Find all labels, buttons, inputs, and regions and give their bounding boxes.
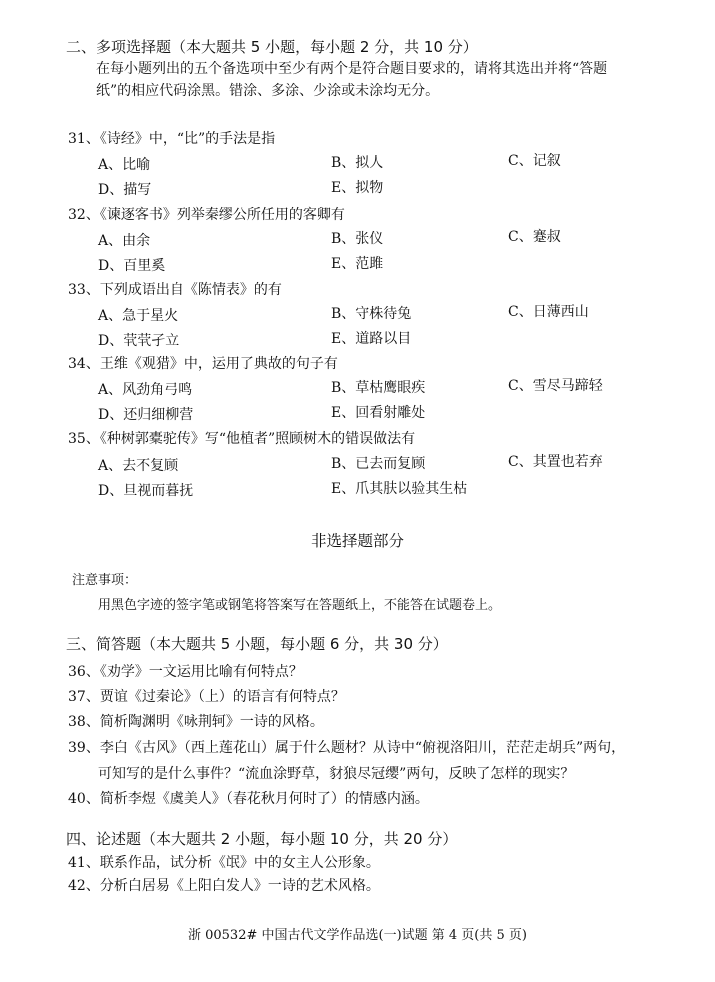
question-33-option-b: B、守株待兔 <box>331 306 412 322</box>
question-32-stem: 32、《谏逐客书》列举秦缪公所任用的客卿有 <box>68 207 345 223</box>
question-33-stem: 33、下列成语出自《陈情表》的有 <box>68 282 282 298</box>
question-31-option-d: D、描写 <box>98 182 152 198</box>
question-37: 37、贾谊《过秦论》（上）的语言有何特点？ <box>68 689 345 705</box>
page-footer: 浙 00532# 中国古代文学作品选(一)试题 第 4 页(共 5 页) <box>187 928 527 943</box>
question-34-option-c: C、雪尽马蹄轻 <box>508 378 603 394</box>
question-34-option-d: D、还归细柳营 <box>98 407 194 423</box>
question-31-option-b: B、拟人 <box>331 155 384 171</box>
question-31-option-a: A、比喻 <box>98 157 151 173</box>
question-34-option-e: E、回看射雕处 <box>331 405 426 421</box>
question-38: 38、简析陶渊明《咏荆轲》一诗的风格。 <box>68 714 324 730</box>
question-35-option-e: E、爪其肤以验其生枯 <box>331 481 468 497</box>
question-32-option-b: B、张仪 <box>331 231 384 247</box>
question-33-option-d: D、茕茕孑立 <box>98 333 180 349</box>
section-2-instruction-line2: 纸”的相应代码涂黑。错涂、多涂、少涂或未涂均无分。 <box>96 83 440 99</box>
question-35-option-a: A、去不复顾 <box>98 458 179 474</box>
nonchoice-title: 非选择题部分 <box>310 532 404 550</box>
notice-label: 注意事项： <box>72 573 138 588</box>
question-31-option-e: E、拟物 <box>331 180 384 196</box>
question-39-line1: 39、李白《古风》（西上莲花山）属于什么题材？从诗中“俯视洛阳川，茫茫走胡兵”两句， <box>68 740 626 756</box>
question-33-option-c: C、日薄西山 <box>508 304 589 320</box>
question-32-option-a: A、由余 <box>98 233 151 249</box>
section-3-heading: 三、简答题（本大题共 5 小题，每小题 6 分，共 30 分） <box>66 635 448 653</box>
section-4-heading: 四、论述题（本大题共 2 小题，每小题 10 分，共 20 分） <box>66 830 458 848</box>
question-32-option-d: D、百里奚 <box>98 258 166 274</box>
question-31-option-c: C、记叙 <box>508 153 561 169</box>
question-33-option-e: E、道路以目 <box>331 331 412 347</box>
question-32-option-c: C、蹇叔 <box>508 229 561 245</box>
question-32-option-e: E、范雎 <box>331 256 384 272</box>
question-33-option-a: A、急于星火 <box>98 308 179 324</box>
section-2-heading: 二、多项选择题（本大题共 5 小题，每小题 2 分，共 10 分） <box>66 38 478 56</box>
question-35-option-d: D、旦视而暮抚 <box>98 483 194 499</box>
question-42: 42、分析白居易《上阳白发人》一诗的艺术风格。 <box>68 878 380 894</box>
question-34-stem: 34、王维《观猎》中，运用了典故的句子有 <box>68 356 338 372</box>
question-34-option-a: A、风劲角弓鸣 <box>98 382 193 398</box>
question-35-stem: 35、《种树郭橐驼传》写“他植者”照顾树木的错误做法有 <box>68 431 416 447</box>
question-40: 40、简析李煜《虞美人》（春花秋月何时了）的情感内涵。 <box>68 791 429 807</box>
section-2-instruction-line1: 在每小题列出的五个备选项中至少有两个是符合题目要求的，请将其选出并将“答题 <box>96 61 608 77</box>
question-31-stem: 31、《诗经》中，“比”的手法是指 <box>68 131 276 147</box>
question-36: 36、《劝学》一文运用比喻有何特点？ <box>68 664 303 680</box>
question-39-line2: 可知写的是什么事件？“流血涂野草，豺狼尽冠缨”两句，反映了怎样的现实？ <box>98 766 575 782</box>
question-34-option-b: B、草枯鹰眼疾 <box>331 380 426 396</box>
question-41: 41、联系作品，试分析《氓》中的女主人公形象。 <box>68 855 380 871</box>
question-35-option-c: C、其置也若弃 <box>508 454 603 470</box>
notice-text: 用黑色字迹的签字笔或钢笔将答案写在答题纸上，不能答在试题卷上。 <box>98 598 502 613</box>
question-35-option-b: B、已去而复顾 <box>331 456 426 472</box>
